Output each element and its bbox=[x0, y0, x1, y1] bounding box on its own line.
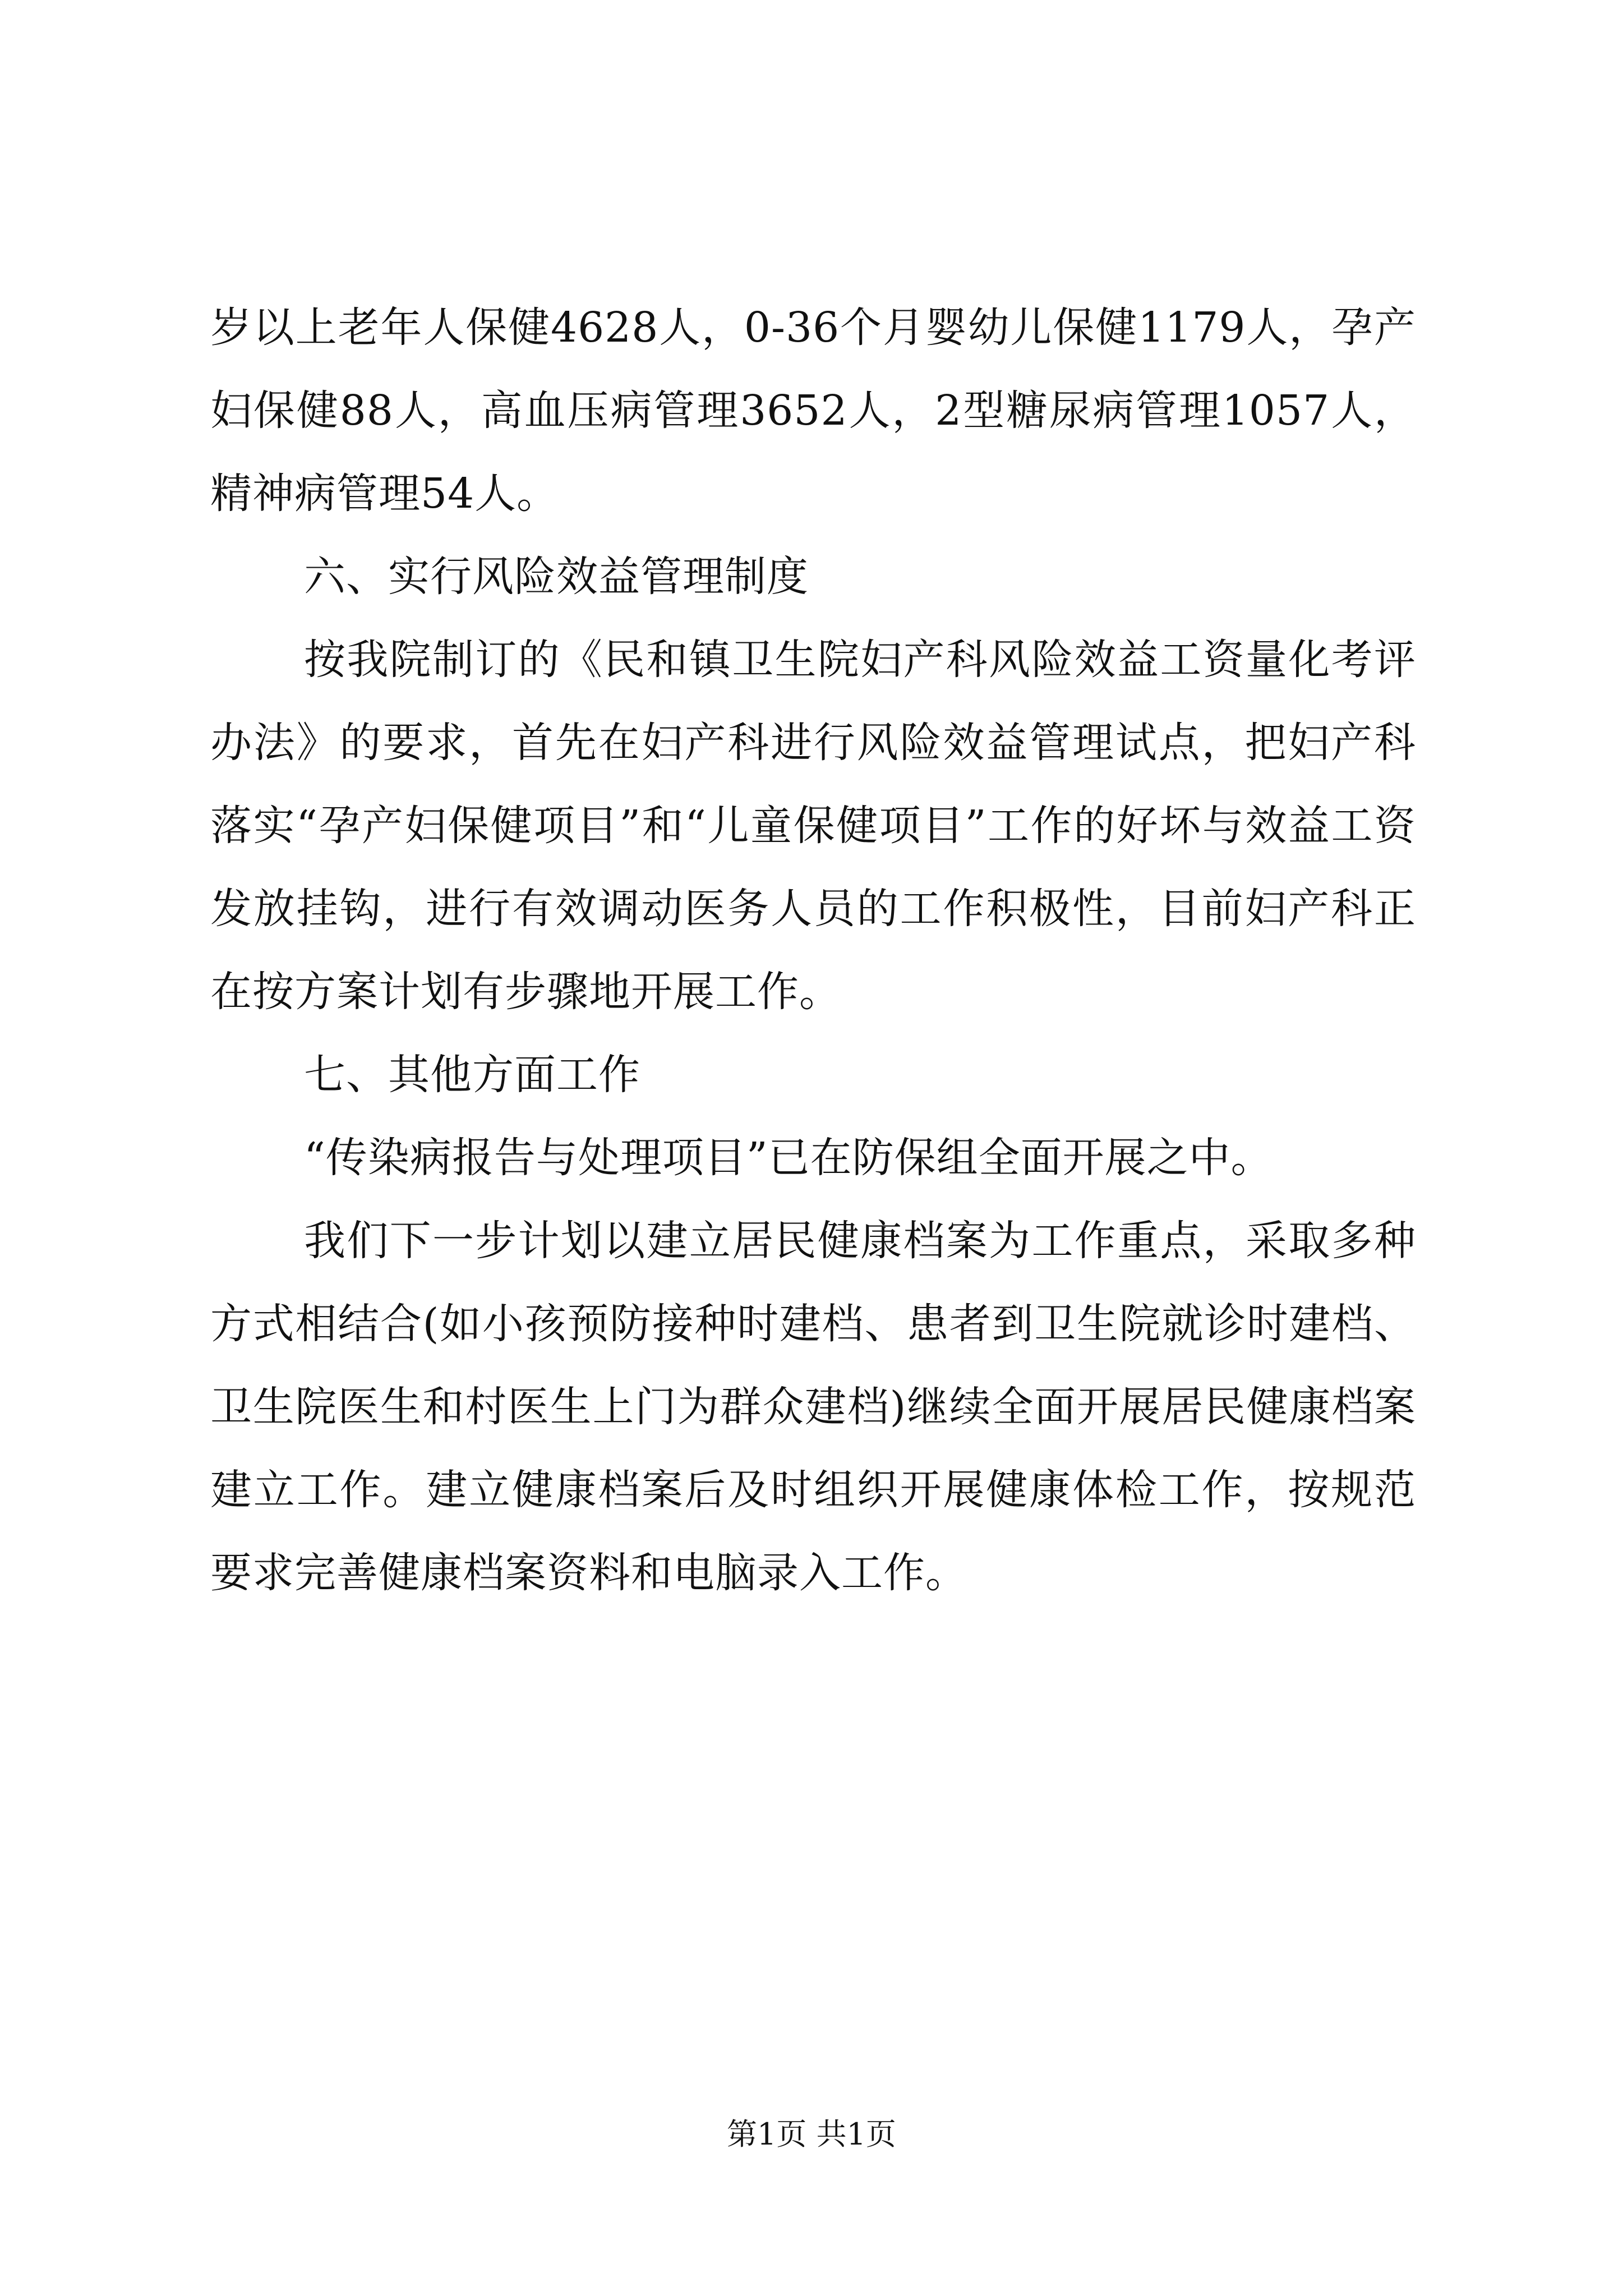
section-heading-risk-benefit: 六、实行风险效益管理制度 bbox=[304, 553, 809, 601]
paragraph-risk-benefit: 按我院制订的《民和镇卫生院妇产科风险效益工资量化考评办法》的要求，首先在妇产科进行风险效益管理试点，把妇产科落实“孕产妇保健项目”和“儿童保健项目”工作的好坏与效益工资发放挂钩，进行有效调动医务人员的工作积极性，目前妇产科正在按方案计划有步骤地开展工作。 bbox=[210, 636, 1416, 1016]
section-heading-other-work: 七、其他方面工作 bbox=[304, 1051, 640, 1099]
paragraph-next-plan: 我们下一步计划以建立居民健康档案为工作重点，采取多种方式相结合(如小孩预防接种时建档、患者到卫生院就诊时建档、卫生院医生和村医生上门为群众建档)继续全面开展居民健康档案建立工作。建立健康档案后及时组织开展健康体检工作，按规范要求完善健康档案资料和电脑录入工作。 bbox=[210, 1217, 1416, 1597]
document-body bbox=[210, 286, 1416, 1614]
paragraph-elderly-stats: 岁以上老年人保健4628人，0-36个月婴幼儿保健1179人，孕产妇保健88人，高血压病管理3652人，2型糖尿病管理1057人，精神病管理54人。 bbox=[210, 303, 1416, 518]
paragraph-infectious-disease: “传染病报告与处理项目”已在防保组全面开展之中。 bbox=[304, 1134, 1273, 1182]
page-footer: 第1页 共1页 bbox=[727, 2116, 896, 2152]
